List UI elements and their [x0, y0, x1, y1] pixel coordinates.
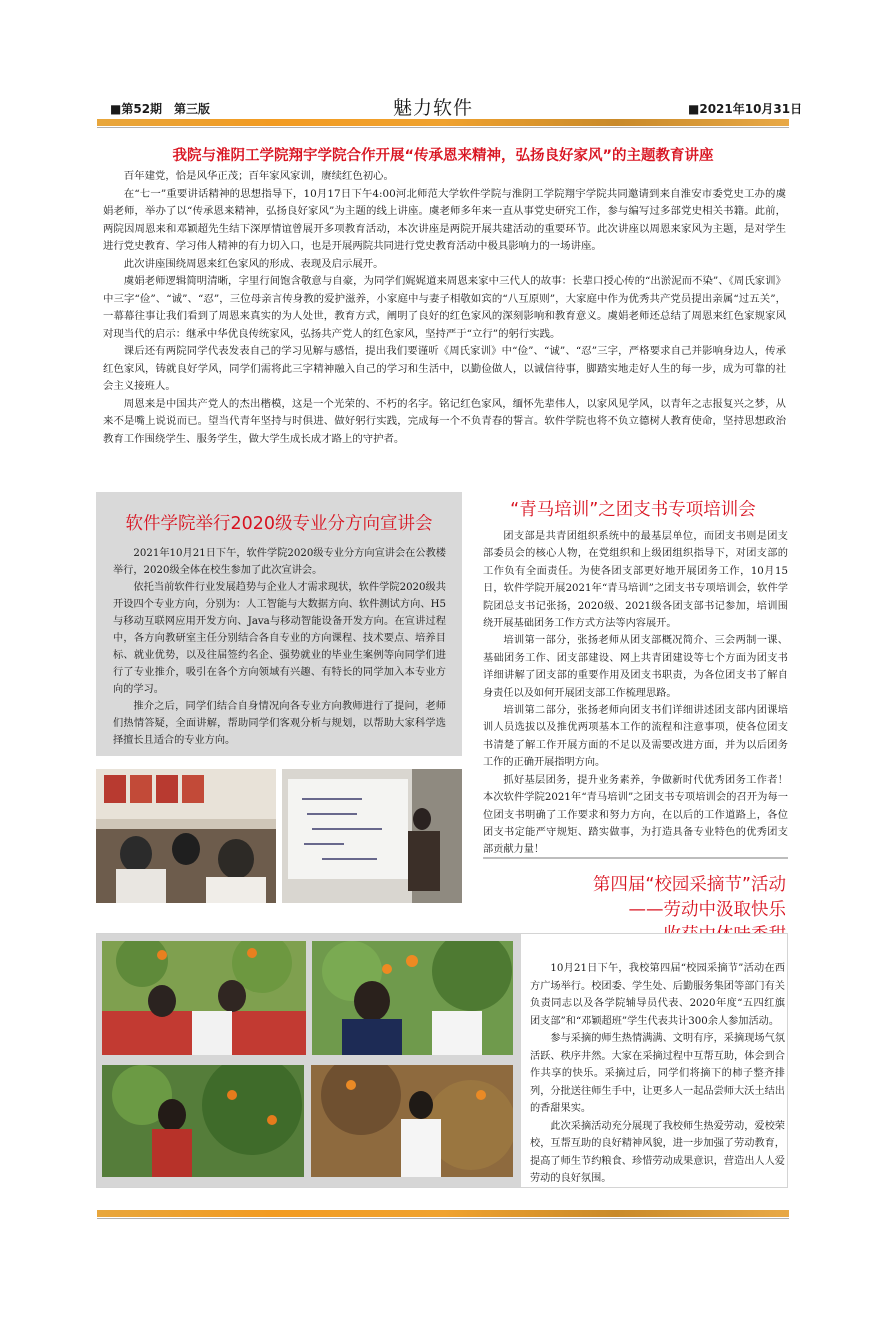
article3-paragraph: 培训第二部分，张扬老师向团支书们详细讲述团支部内团课培训人员选拔以及推优两项基本工作的流程和注意事项，使各位团支书清楚了解工作开展方面的不足以及需要改进方面，并为以后团务工作的正确开展指明方向。: [483, 705, 788, 769]
top-divider-band: [97, 119, 789, 126]
article4-title-line: ——劳动中汲取快乐: [628, 900, 786, 920]
article2-paragraph: 2021年10月21日下午，软件学院2020级专业分方向宣讲会在公教楼举行，2020级全体在校生参加了此次宣讲会。: [113, 548, 446, 576]
article1-paragraph: 课后还有两院同学代表发表自己的学习见解与感悟，提出我们要谨听《周氏家训》中“俭”、“诚”、“忍”三字，严格要求自己并影响身边人，传承红色家风，铸就良好学风，同学们需将此三字精神融入自己的学习和生活中，以勤俭做人，以诚信待事，脚踏实地走好人生的每一步，成为可靠的社会主义接班人。: [103, 345, 786, 392]
lecture-hall-photo: [96, 769, 276, 903]
article4-paragraph: 参与采摘的师生热情满满、文明有序，采摘现场气氛活跃、秩序井然。大家在采摘过程中互帮互助，体会到合作共享的快乐。采摘过后，同学们将摘下的柿子整齐排列，分批送往师生手中，让更多人一起品尝师大沃土结出的香甜果实。: [530, 1033, 785, 1114]
issue-date: ■2021年10月31日: [688, 102, 803, 116]
whiteboard-photo: [282, 769, 462, 903]
article3-body: [483, 528, 788, 859]
article1-paragraph: 周恩来是中国共产党人的杰出楷模，这是一个光荣的、不朽的名字。铭记红色家风，缅怀先辈伟人，以家风见学风，以青年之志报复兴之梦，从来不是嘴上说说而已。望当代青年坚持与时俱进、做好躬行实践，完成每一个不负青春的誓言。软件学院也将不负立德树人教育使命，坚持思想政治教育工作围绕学生、服务学生，做大学生成长成才路上的守护者。: [103, 397, 786, 445]
picking-photo-3: [102, 1065, 304, 1177]
picking-photo-2: [312, 941, 513, 1055]
article1-paragraph: 在“七一”重要讲话精神的思想指导下，10月17日下午4:00河北师范大学软件学院与淮阴工学院翔宇学院共同邀请到来自淮安市委党史工办的虞娟老师，举办了以“传承恩来精神，弘扬良好家风”为主题的线上讲座。虞老师多年来一直从事党史研究工作，参与编写过多部党史相关书籍。此前，两院因周恩来和邓颖超先生结下深厚情谊曾展开多项教育活动，本次讲座是两院开展共建活动的重要环节。此次讲座以周恩来家风为主题，是对学生进行党史教育、学习伟人精神的有力切入口，也是开展两院共同进行党史教育活动中极具影响力的一场讲座。: [103, 187, 786, 252]
article4-paragraph: 此次采摘活动充分展现了我校师生热爱劳动，爱校荣校，互帮互助的良好精神风貌，进一步加强了劳动教育，提高了师生节约粮食、珍惜劳动成果意识，营造出人人爱劳动的良好氛围。: [530, 1120, 785, 1184]
article3-paragraph: 抓好基层团务，提升业务素养，争做新时代优秀团务工作者！本次软件学院2021年“青马培训”之团支书专项培训会的召开为每一位团支书明确了工作要求和努力方向，在以后的工作道路上，各位团支书定能严守规矩、踏实做事，为打造具备专业特色的优秀团支部贡献力量！: [483, 774, 788, 856]
article1-title: 我院与淮阴工学院翔宇学院合作开展“传承恩来精神，弘扬良好家风”的主题教育讲座: [172, 148, 714, 164]
article3-title: “青马培训”之团支书专项培训会: [510, 500, 756, 520]
article1-paragraph: 虞娟老师逻辑简明清晰，字里行间饱含敬意与自豪，为同学们娓娓道来周恩来家中三代人的故事：长辈口授心传的“出淤泥而不染”、《周氏家训》中三字“俭”、“诚”、“忍”，三位母亲言传身教的爱护滋养，小家庭中与妻子相敬如宾的“八互原则”，大家庭中作为优秀共产党员提出亲属“过五关”，一幕幕往事让我们看到了周恩来真实的为人处世，教育方式，阐明了良好的红色家风的深刻影响和教育意义。虞娟老师还总结了周恩来红色家规家风对现当代的启示：继承中华优良传统家风，弘扬共产党人的红色家风，坚持严于“立行”的躬行实践。: [103, 275, 786, 340]
newspaper-title: 魅力软件: [393, 97, 474, 119]
article1-paragraph: 百年建党，恰是风华正茂；百年家风家训，赓续红色初心。: [123, 170, 394, 182]
article3-paragraph: 团支部是共青团组织系统中的最基层单位，而团支书则是团支部委员会的核心人物，在党组织和上级团组织指导下，对团支部的工作负有全面责任。为使各团支部更好地开展团务工作，10月15日，软件学院开展2021年“青马培训”之团支书专项培训会，软件学院团总支书记张扬，2020级、2021级各团支部书记参加，培训围绕开展基础团务工作方式方法等内容展开。: [483, 531, 788, 630]
article3-divider: [483, 857, 788, 859]
article2-box: [96, 492, 462, 756]
picking-photo-4: [311, 1065, 513, 1177]
article2-paragraph: 依托当前软件行业发展趋势与企业人才需求现状，软件学院2020级共开设四个专业方向，分别为：人工智能与大数据方向、软件测试方向、H5与移动互联网应用开发方向、Java与移动智能设备开发方向。在宣讲过程中，各方向教研室主任分别结合各自专业的方向课程、技术要点、培养目标、就业优势，以及往届签约名企、强势就业的毕业生案例等向同学们进行了专业推介，吸引在各个方向领域有兴趣、有特长的同学加入本专业方向的学习。: [113, 582, 446, 695]
article2-title: 软件学院举行2020级专业分方向宣讲会: [125, 514, 433, 534]
article2-body: [113, 545, 446, 749]
picking-photo-1: [102, 941, 306, 1055]
issue-label: ■第52期 第三版: [110, 102, 211, 116]
article2-paragraph: 推介之后，同学们结合自身情况向各专业方向教师进行了提问，老师们热情答疑，全面讲解，帮助同学们客观分析与规划，以帮助大家科学选择擅长且适合的专业方向。: [113, 701, 446, 746]
article4-body: [530, 960, 785, 1188]
article4-paragraph: 10月21日下午，我校第四届“校园采摘节”活动在西方广场举行。校团委、学生处、后勤服务集团等部门有关负责同志以及各学院辅导员代表、2020年度“五四红旗团支部”和“邓颖超班”学生代表共计300余人参加活动。: [530, 963, 785, 1027]
article3-paragraph: 培训第一部分，张扬老师从团支部概况简介、三会两制一课、基础团务工作、团支部建设、网上共青团建设等七个方面为团支书详细讲解了团支部的重要作用及团支书职责，为各位团支书了解自身责任以及如何开展团支部工作梳理思路。: [483, 635, 788, 699]
article1-body: [103, 168, 786, 448]
article4-title-line: 第四届“校园采摘节”活动: [592, 875, 786, 895]
article1-paragraph: 此次讲座围绕周恩来红色家风的形成、表现及启示展开。: [123, 257, 384, 270]
bottom-divider-band: [97, 1210, 789, 1217]
